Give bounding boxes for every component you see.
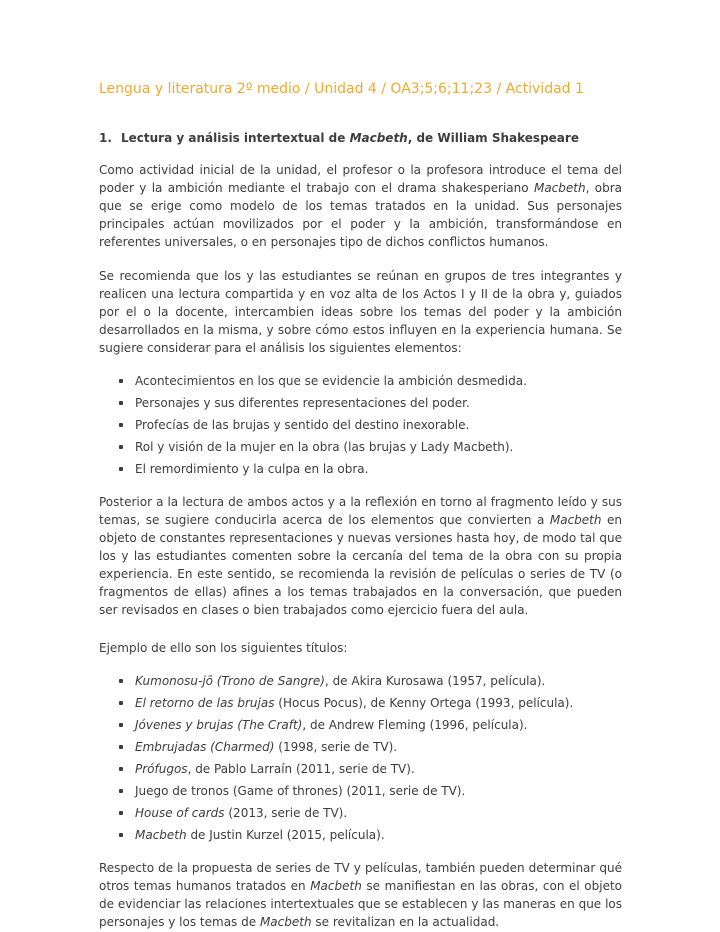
text-run: Acontecimientos en los que se evidencie la ambición desmedida. — [135, 374, 527, 388]
text-run-italic: Macbeth — [349, 131, 408, 145]
list-item — [118, 417, 622, 433]
text-run: Profecías de las brujas y sentido del destino inexorable. — [135, 418, 470, 432]
text-run: Rol y visión de la mujer en la obra (las brujas y Lady Macbeth). — [135, 440, 514, 454]
list-item — [118, 461, 622, 477]
text-run-italic: El retorno de las brujas — [135, 696, 275, 710]
text-run: Juego de tronos (Game of thrones) (2011, serie de TV). — [135, 784, 466, 798]
text-run-italic: Prófugos — [135, 762, 188, 776]
paragraph-introduction — [99, 161, 622, 251]
text-run: , obra que se erige como modelo de los temas tratados en la unidad. Sus personajes principales actúan movilizados por el poder y la ambición, transformándose en referentes universales, o en personajes tipo de dichos conflictos humanos. — [99, 181, 623, 249]
list-item — [118, 783, 622, 799]
list-item — [118, 717, 622, 733]
text-run: (1998, serie de TV). — [274, 740, 398, 754]
paragraph-examples-intro — [99, 639, 622, 657]
text-run: Respecto de la propuesta de series de TV y películas, también pueden determinar qué otros temas humanos tratados en — [99, 861, 622, 893]
text-run: en objeto de constantes representaciones y nuevas versiones hasta hoy, de modo tal que los y las estudiantes comenten sobre la cercanía del tema de la obra con su propia experiencia. En este sentido, se recomienda la revisión de películas o series de TV (o fragmentos de ellas) afines a los temas trabajados en la conversación, que pueden ser revisados en clases o bien trabajados como ejercicio fuera del aula. — [99, 513, 622, 617]
text-run: Ejemplo de ello son los siguientes títulos: — [99, 641, 348, 655]
text-run: Lectura y análisis intertextual de — [121, 131, 350, 145]
list-item — [118, 373, 622, 389]
text-run: , de William Shakespeare — [407, 131, 579, 145]
list-item — [118, 827, 622, 843]
text-run: , de Andrew Fleming (1996, película). — [302, 718, 528, 732]
activity-number: 1. — [99, 131, 112, 145]
text-run: , de Pablo Larraín (2011, serie de TV). — [187, 762, 415, 776]
text-run-italic: Embrujadas (Charmed) — [135, 740, 275, 754]
text-run-italic: Macbeth — [549, 513, 602, 527]
text-run-italic: Macbeth — [533, 181, 586, 195]
list-item — [118, 805, 622, 821]
text-run-italic: Jóvenes y brujas (The Craft) — [135, 718, 303, 732]
text-run: (Hocus Pocus), de Kenny Ortega (1993, película). — [274, 696, 574, 710]
text-run: Como actividad inicial de la unidad, el profesor o la profesora introduce el tema del poder y la ambición mediante el trabajo con el drama shakesperiano — [99, 163, 622, 195]
list-item — [118, 761, 622, 777]
text-run-italic: Macbeth — [259, 915, 312, 929]
text-run: de Justin Kurzel (2015, película). — [186, 828, 385, 842]
list-item — [118, 739, 622, 755]
list-item — [118, 695, 622, 711]
list-item — [118, 439, 622, 455]
text-run: , de Akira Kurosawa (1957, película). — [324, 674, 546, 688]
text-run: se manifiestan en las obras, con el objeto de evidenciar las relaciones intertextuales que se establecen y las maneras en que los personajes y los temas de — [99, 879, 623, 929]
text-run-italic: House of cards — [135, 806, 225, 820]
text-run-italic: Macbeth — [310, 879, 362, 893]
text-run-italic: Kumonosu-jō (Trono de Sangre) — [135, 674, 325, 688]
list-item — [118, 673, 622, 689]
text-run: Posterior a la lectura de ambos actos y a la reflexión en torno al fragmento leído y sus temas, se sugiere conducirla acerca de los elementos que convierten a — [99, 495, 622, 527]
text-run: El remordimiento y la culpa en la obra. — [135, 462, 369, 476]
paragraph-closing — [99, 859, 622, 931]
activity-heading — [99, 130, 622, 146]
paragraph-post-reading — [99, 493, 622, 619]
text-run: (2013, serie de TV). — [224, 806, 348, 820]
breadcrumb: Lengua y literatura 2º medio / Unidad 4 / OA3;5;6;11;23 / Actividad 1 — [99, 81, 584, 97]
paragraph-reading-instructions — [99, 267, 622, 357]
text-run: Personajes y sus diferentes representaciones del poder. — [135, 396, 470, 410]
activity-title — [121, 130, 579, 146]
examples-list — [118, 673, 622, 843]
text-run-italic: Macbeth — [135, 828, 187, 842]
text-run: se revitalizan en la actualidad. — [311, 915, 500, 929]
text-run: Se recomienda que los y las estudiantes se reúnan en grupos de tres integrantes y realicen una lectura compartida y en voz alta de los Actos I y II de la obra y, guiados por el o la docente, intercambien ideas sobre los temas del poder y la ambición desarrollados en la misma, y sobre cómo estos influyen en la experiencia humana. Se sugiere considerar para el análisis los siguientes elementos: — [99, 269, 622, 355]
analysis-elements-list — [118, 373, 622, 477]
list-item — [118, 395, 622, 411]
